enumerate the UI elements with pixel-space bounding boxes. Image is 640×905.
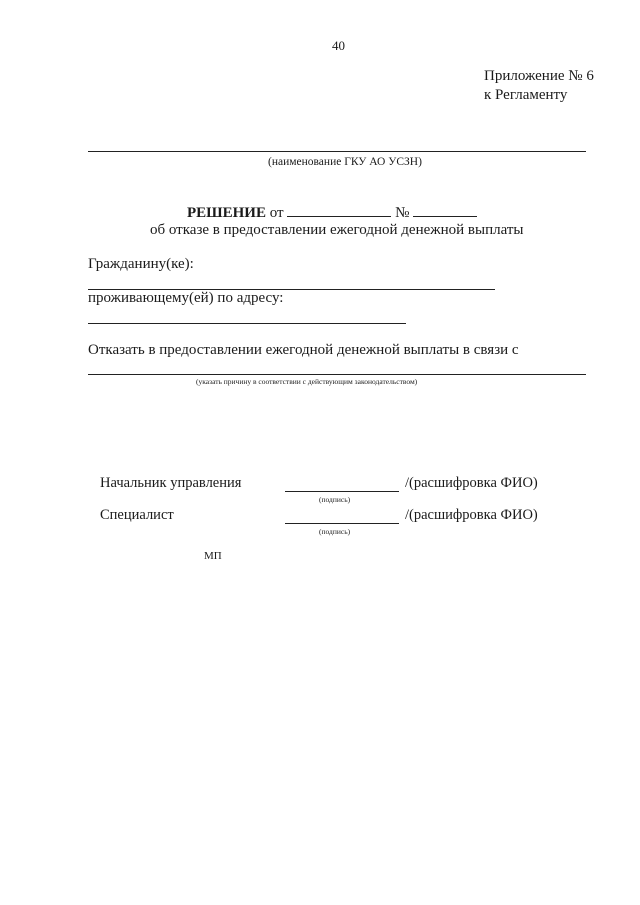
decision-number-label: № [395, 205, 410, 221]
decision-number-blank [413, 204, 477, 217]
reason-line [88, 374, 586, 375]
signature-fio-specialist: /(расшифровка ФИО) [405, 507, 538, 523]
refuse-text: Отказать в предоставлении ежегодной денежной выплаты в связи с [88, 342, 519, 358]
citizen-label: Гражданину(ке): [88, 256, 194, 272]
reason-caption: (указать причину в соответствии с действующим законодательством) [196, 377, 418, 386]
signature-caption-specialist: (подпись) [319, 527, 351, 536]
decision-heading [187, 204, 477, 222]
decision-subtitle: об отказе в предоставлении ежегодной денежной выплаты [150, 222, 524, 238]
decision-date-blank [287, 204, 391, 217]
signature-caption-head: (подпись) [319, 495, 351, 504]
appendix-line-2: к Регламенту [484, 87, 568, 103]
signature-line-head [285, 491, 399, 492]
address-line [88, 323, 406, 324]
org-name-caption: (наименование ГКУ АО УСЗН) [268, 156, 422, 168]
decision-title: РЕШЕНИЕ [187, 205, 266, 221]
signature-line-specialist [285, 523, 399, 524]
org-name-line [88, 151, 586, 152]
address-label: проживающему(ей) по адресу: [88, 290, 284, 306]
signature-role-head: Начальник управления [100, 475, 242, 491]
decision-from-label: от [269, 205, 284, 221]
stamp-label: МП [204, 550, 222, 562]
appendix-line-1: Приложение № 6 [484, 68, 594, 84]
signature-role-specialist: Специалист [100, 507, 174, 523]
page-number: 40 [332, 38, 345, 53]
signature-fio-head: /(расшифровка ФИО) [405, 475, 538, 491]
